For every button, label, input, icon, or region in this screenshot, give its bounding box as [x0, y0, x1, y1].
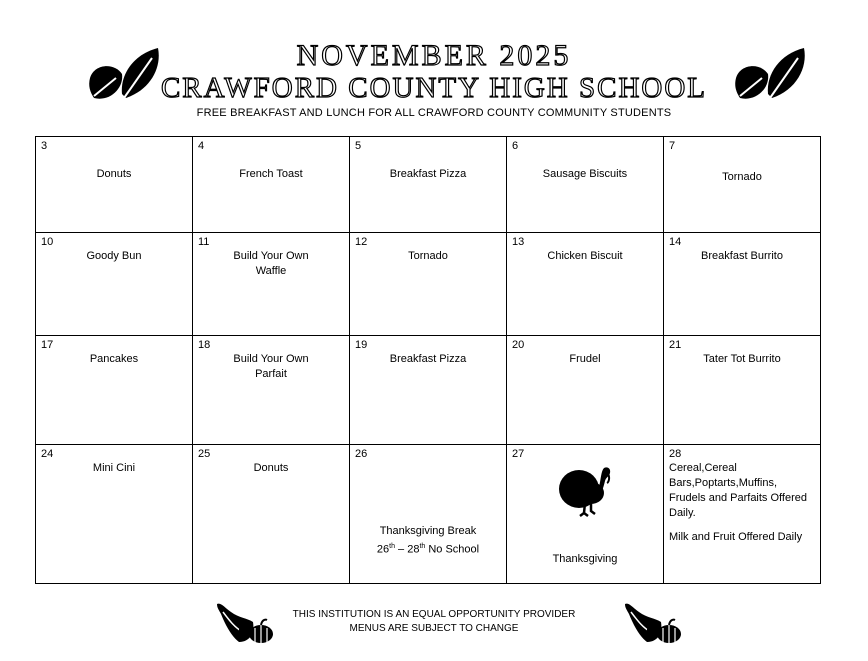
- break-end: 28: [407, 543, 420, 556]
- meal-item: Chicken Biscuit: [547, 250, 623, 262]
- turkey-icon: [557, 463, 613, 517]
- day-cell: [664, 445, 821, 584]
- menu-calendar: [35, 136, 821, 584]
- day-cell: [193, 233, 350, 336]
- week-row: [36, 336, 821, 445]
- ordinal-suffix: th: [419, 543, 426, 550]
- day-cell: [193, 336, 350, 445]
- day-cell: [350, 336, 507, 445]
- week-row: [36, 233, 821, 336]
- footer-text: [0, 608, 868, 636]
- day-cell: [36, 336, 193, 445]
- day-cell: [350, 445, 507, 584]
- meal-item: Goody Bun: [86, 250, 142, 262]
- meal-item: Sausage Biscuits: [542, 168, 628, 180]
- holiday-label: Thanksgiving: [552, 553, 618, 565]
- meal-line: Build Your Own: [233, 250, 309, 262]
- day-number: 7: [669, 140, 676, 152]
- day-number: 4: [198, 140, 205, 152]
- day-number: 19: [355, 339, 368, 351]
- date-dash: –: [394, 543, 408, 556]
- meal-item: Breakfast Burrito: [701, 250, 783, 262]
- break-dates: [350, 539, 506, 558]
- page-title: NOVEMBER 2025: [296, 39, 572, 72]
- meal-item: Breakfast Pizza: [389, 353, 467, 365]
- day-number: 21: [669, 339, 682, 351]
- menu-change-notice: MENUS ARE SUBJECT TO CHANGE: [349, 623, 519, 634]
- footer: [0, 600, 868, 650]
- day-number: 18: [198, 339, 211, 351]
- equal-opportunity-statement: THIS INSTITUTION IS AN EQUAL OPPORTUNITY PROVIDER: [292, 609, 576, 620]
- meal-line: Parfait: [255, 368, 287, 380]
- break-start: 26: [376, 543, 390, 556]
- subtitle: FREE BREAKFAST AND LUNCH FOR ALL CRAWFORD COUNTY COMMUNITY STUDENTS: [196, 107, 672, 119]
- day-number: 6: [512, 140, 519, 152]
- no-school-text: No School: [425, 543, 480, 556]
- day-number: 14: [669, 236, 682, 248]
- meal-item: French Toast: [239, 168, 303, 180]
- meal-line: Waffle: [255, 265, 287, 277]
- day-number: 27: [512, 448, 525, 460]
- meal-line: Build Your Own: [233, 353, 309, 365]
- cornucopia-icon: [623, 600, 683, 646]
- meal-item: Tornado: [408, 250, 448, 262]
- day-cell: [193, 137, 350, 233]
- thanksgiving-break-note: [350, 523, 506, 558]
- meal-item: Donuts: [96, 168, 132, 180]
- meal-item: Pancakes: [89, 353, 139, 365]
- offer-text: Cereal,Cereal Bars,Poptarts,Muffins, Frudels and Parfaits Offered Daily.: [669, 462, 807, 519]
- day-cell: [36, 445, 193, 584]
- meal-item: Mini Cini: [92, 462, 136, 474]
- meal-item: Tornado: [722, 171, 762, 183]
- day-cell: [507, 137, 664, 233]
- day-cell: [664, 137, 821, 233]
- day-cell: [350, 137, 507, 233]
- day-number: 26: [355, 448, 368, 460]
- day-cell: [36, 137, 193, 233]
- day-cell: [507, 445, 664, 584]
- day-number: 5: [355, 140, 362, 152]
- day-number: 3: [41, 140, 48, 152]
- day-cell: [507, 233, 664, 336]
- day-cell: [664, 336, 821, 445]
- break-title: Thanksgiving Break: [379, 525, 477, 537]
- day-number: 28: [669, 448, 682, 460]
- day-number: 25: [198, 448, 211, 460]
- meal-item: Tater Tot Burrito: [703, 353, 781, 365]
- meal-item: Breakfast Pizza: [389, 168, 467, 180]
- week-row: [36, 445, 821, 584]
- day-number: 11: [198, 236, 210, 248]
- day-number: 13: [512, 236, 525, 248]
- day-cell: [36, 233, 193, 336]
- day-number: 10: [41, 236, 54, 248]
- meal-item: [193, 249, 349, 279]
- header: [0, 0, 868, 130]
- school-name: CRAWFORD COUNTY HIGH SCHOOL: [160, 72, 708, 104]
- offer-text: Milk and Fruit Offered Daily: [669, 531, 803, 543]
- day-number: 20: [512, 339, 525, 351]
- day-number: 24: [41, 448, 54, 460]
- day-cell: [350, 233, 507, 336]
- day-cell: [507, 336, 664, 445]
- day-number: 12: [355, 236, 368, 248]
- leaf-icon: [732, 44, 812, 106]
- meal-item: Frudel: [569, 353, 601, 365]
- day-number: 17: [41, 339, 54, 351]
- day-cell: [193, 445, 350, 584]
- meal-item: [193, 352, 349, 382]
- meal-item: Donuts: [253, 462, 289, 474]
- day-cell: [664, 233, 821, 336]
- daily-offer-note: [669, 461, 816, 554]
- ordinal-suffix: th: [389, 543, 395, 550]
- week-row: [36, 137, 821, 233]
